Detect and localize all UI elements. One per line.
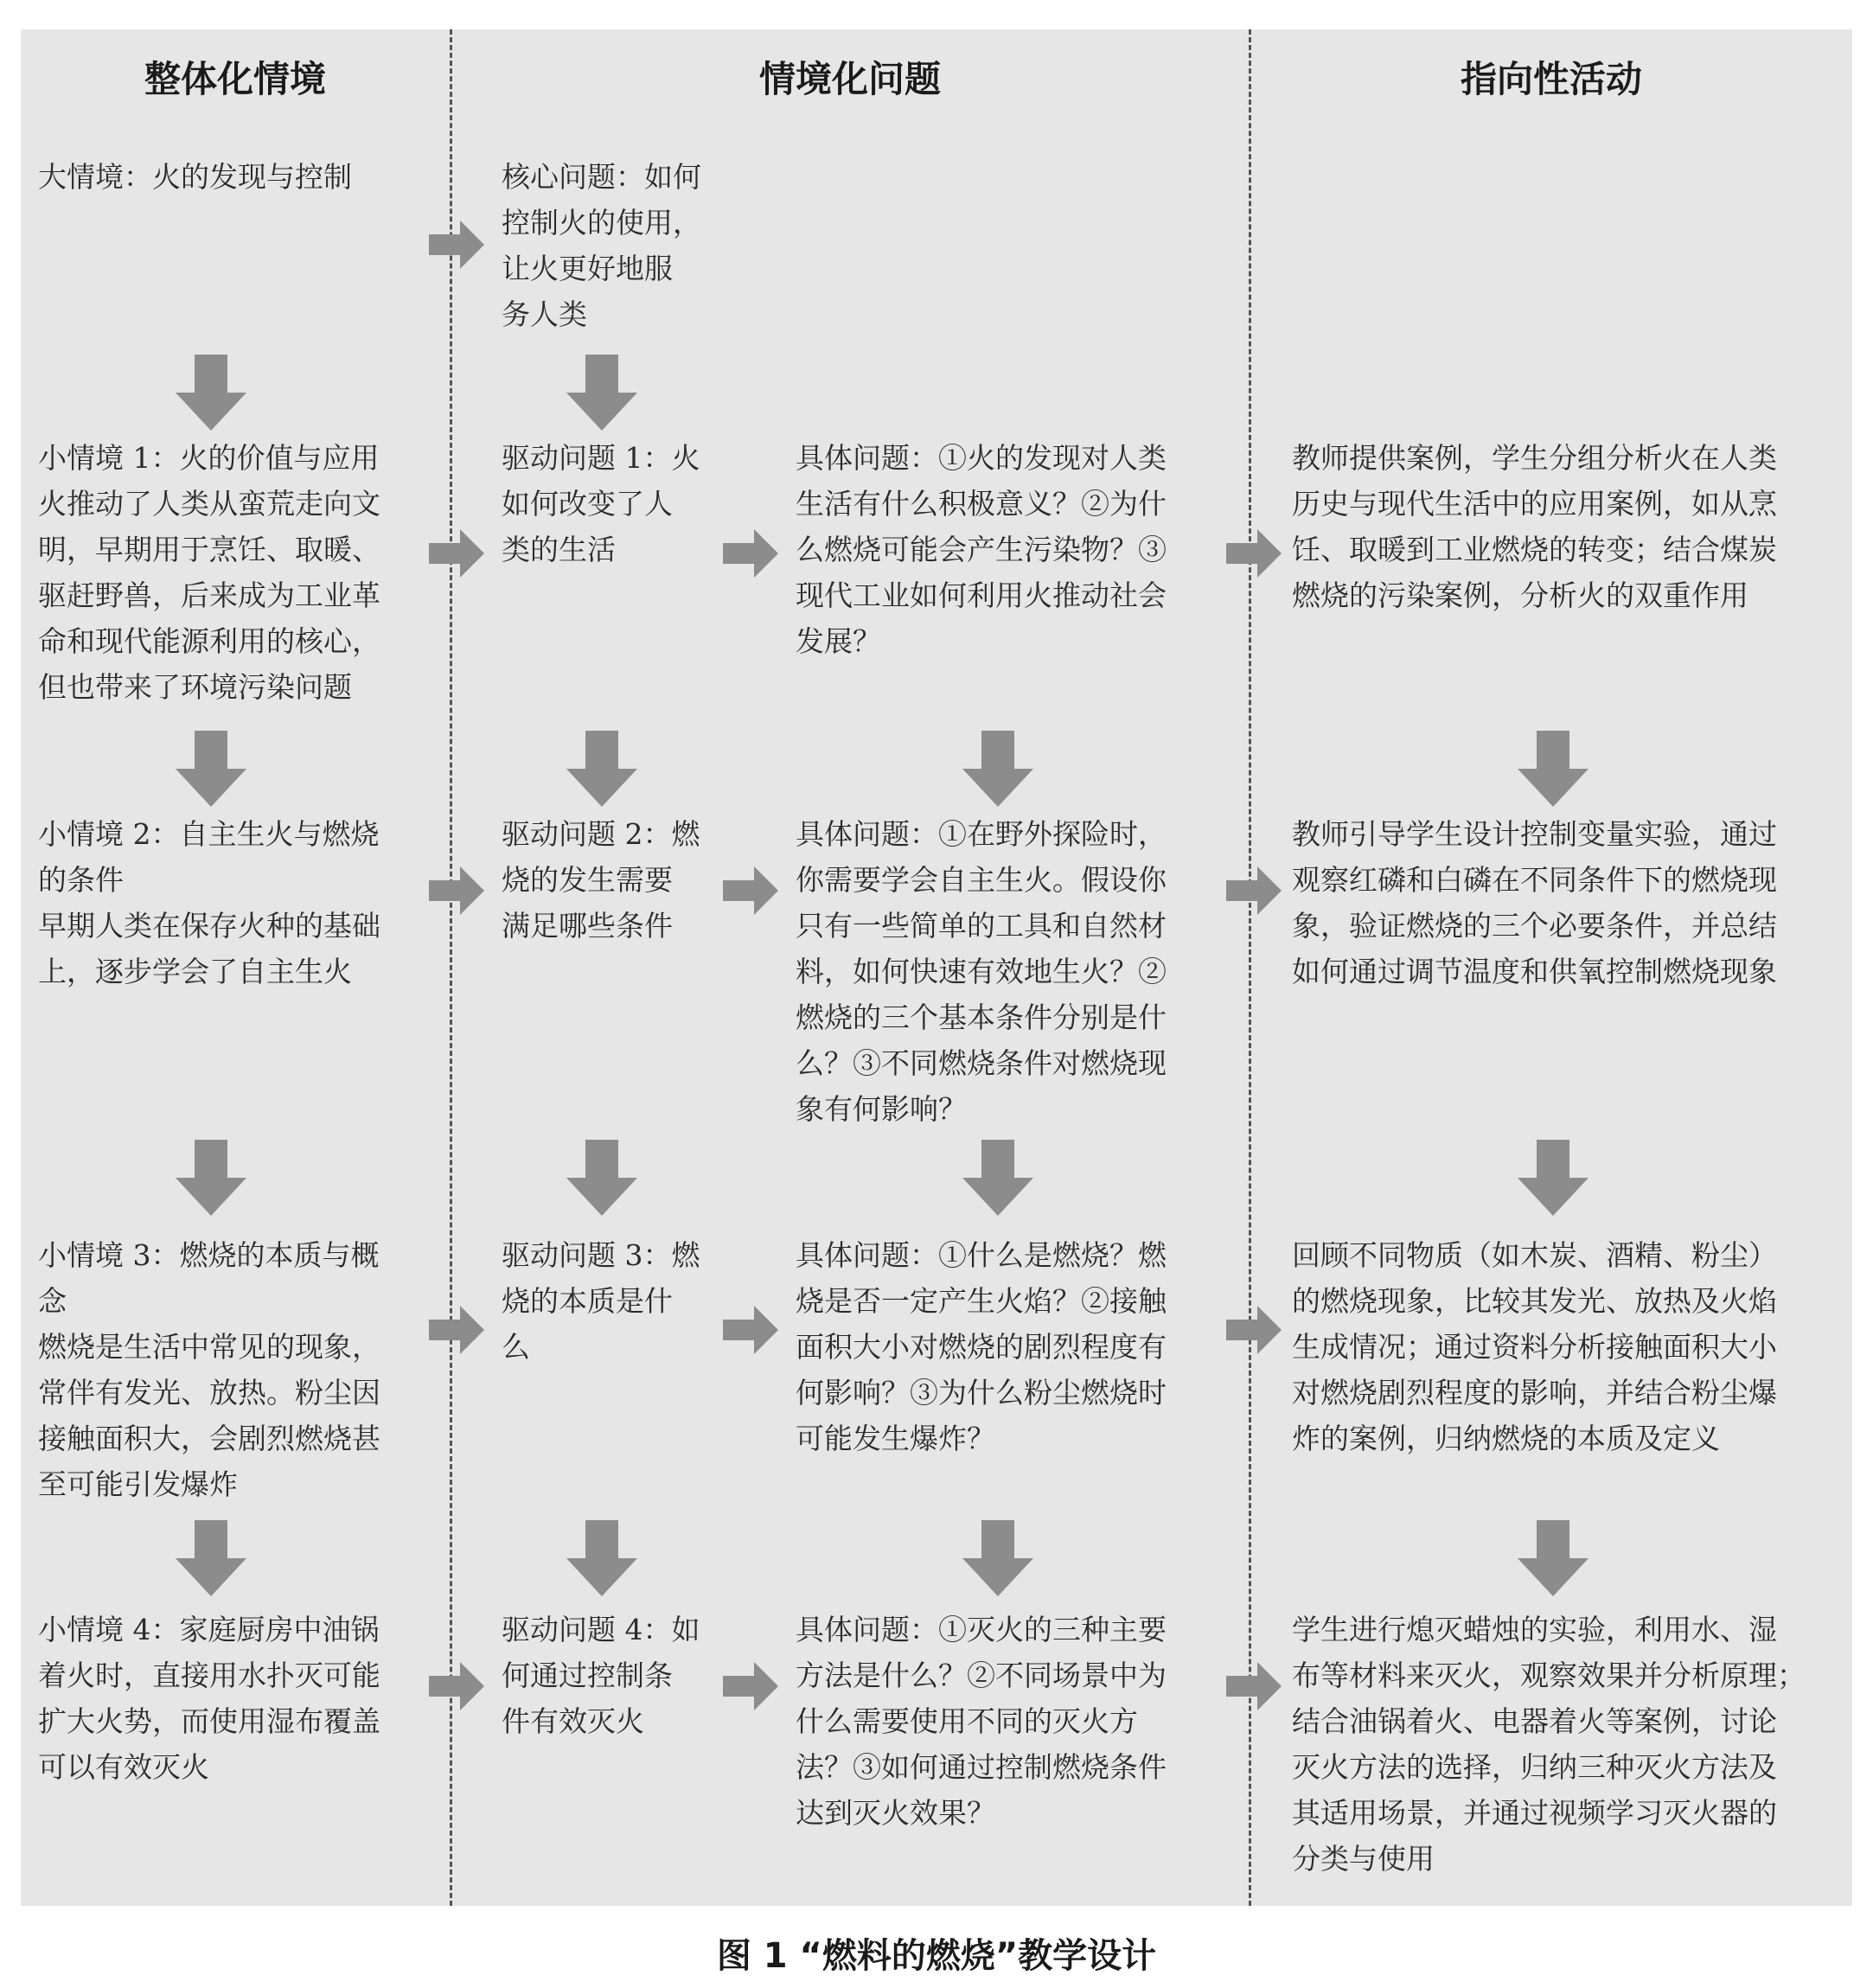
right-arrow-icon (1226, 1662, 1282, 1710)
right-arrow-icon (1226, 866, 1282, 915)
column-separator (1249, 29, 1251, 1906)
down-arrow-icon (176, 731, 246, 807)
figure-caption: 图 1 “燃料的燃烧”教学设计 (716, 1936, 1157, 1976)
specific-question-cell: 具体问题：①什么是燃烧？燃 烧是否一定产生火焰？②接触 面积大小对燃烧的剧烈程度有 何影响？③为什么粉尘燃烧时 可能发生爆炸？ (796, 1238, 1167, 1455)
down-arrow-icon (566, 731, 637, 807)
activity-cell: 教师引导学生设计控制变量实验，通过 观察红磷和白磷在不同条件下的燃烧现 象，验证燃烧的三个必要条件，并总结 如何通过调节温度和供氧控制燃烧现象 (1292, 817, 1777, 988)
situation-cell: 小情境 1：火的价值与应用 火推动了人类从蛮荒走向文 明，早期用于烹饪、取暖、 驱赶野兽，后来成为工业革 命和现代能源利用的核心， 但也带来了环境污染问题 (38, 441, 380, 704)
down-arrow-icon (566, 1520, 637, 1596)
right-arrow-icon (723, 1306, 778, 1354)
situation-cell: 大情境：火的发现与控制 (38, 160, 352, 194)
down-arrow-icon (176, 1140, 246, 1216)
header-situation: 整体化情境 (144, 58, 326, 100)
right-arrow-icon (429, 1306, 484, 1354)
down-arrow-icon (566, 355, 637, 431)
right-arrow-icon (429, 221, 484, 269)
specific-question-cell: 具体问题：①火的发现对人类 生活有什么积极意义？②为什 么燃烧可能会产生污染物？③ 现代工业如何利用火推动社会 发展？ (796, 441, 1167, 658)
driving-question-cell: 驱动问题 2：燃 烧的发生需要 满足哪些条件 (502, 817, 700, 943)
down-arrow-icon (176, 1520, 246, 1596)
specific-question-cell: 具体问题：①在野外探险时， 你需要学会自主生火。假设你 只有一些简单的工具和自然材 料，如何快速有效地生火？② 燃烧的三个基本条件分别是什 么？③不同燃烧条件对燃烧现 象有何影响？ (796, 817, 1167, 1126)
driving-question-cell: 驱动问题 1：火 如何改变了人 类的生活 (502, 441, 700, 566)
down-arrow-icon (566, 1140, 637, 1216)
driving-question-cell: 核心问题：如何 控制火的使用， 让火更好地服 务人类 (502, 160, 701, 331)
down-arrow-icon (962, 1520, 1033, 1596)
activity-cell: 学生进行熄灭蜡烛的实验，利用水、湿 布等材料来灭火，观察效果并分析原理； 结合油锅着火、电器着火等案例，讨论 灭火方法的选择，归纳三种灭火方法及 其适用场景，并通过视频学习灭火器的 分类与使用 (1292, 1613, 1806, 1876)
driving-question-cell: 驱动问题 3：燃 烧的本质是什 么 (502, 1238, 700, 1364)
down-arrow-icon (176, 355, 246, 431)
situation-cell: 小情境 2：自主生火与燃烧 的条件 早期人类在保存火种的基础 上，逐步学会了自主生火 (38, 817, 380, 988)
activity-cell: 教师提供案例，学生分组分析火在人类 历史与现代生活中的应用案例，如从烹 饪、取暖到工业燃烧的转变；结合煤炭 燃烧的污染案例，分析火的双重作用 (1292, 441, 1777, 612)
situation-cell: 小情境 3：燃烧的本质与概 念 燃烧是生活中常见的现象， 常伴有发光、放热。粉尘因 接触面积大，会剧烈燃烧甚 至可能引发爆炸 (38, 1238, 380, 1501)
header-question: 情境化问题 (758, 58, 941, 100)
right-arrow-icon (723, 1662, 778, 1710)
driving-question-cell: 驱动问题 4：如 何通过控制条 件有效灭火 (502, 1613, 700, 1738)
right-arrow-icon (723, 529, 778, 578)
down-arrow-icon (1518, 731, 1589, 807)
right-arrow-icon (429, 866, 484, 915)
situation-cell: 小情境 4：家庭厨房中油锅 着火时，直接用水扑灭可能 扩大火势，而使用湿布覆盖 可以有效灭火 (38, 1613, 380, 1784)
down-arrow-icon (962, 731, 1033, 807)
right-arrow-icon (429, 1662, 484, 1710)
specific-question-cell: 具体问题：①灭火的三种主要 方法是什么？②不同场景中为 什么需要使用不同的灭火方 法？③如何通过控制燃烧条件 达到灭火效果？ (796, 1613, 1167, 1830)
right-arrow-icon (723, 866, 778, 915)
down-arrow-icon (1518, 1520, 1589, 1596)
down-arrow-icon (962, 1140, 1033, 1216)
right-arrow-icon (1226, 1306, 1282, 1354)
right-arrow-icon (1226, 529, 1282, 578)
down-arrow-icon (1518, 1140, 1589, 1216)
header-activity: 指向性活动 (1460, 58, 1642, 100)
right-arrow-icon (429, 529, 484, 578)
column-separator (450, 29, 452, 1906)
activity-cell: 回顾不同物质（如木炭、酒精、粉尘） 的燃烧现象，比较其发光、放热及火焰 生成情况；通过资料分析接触面积大小 对燃烧剧烈程度的影响，并结合粉尘爆 炸的案例，归纳燃烧的本质及定义 (1292, 1238, 1777, 1455)
